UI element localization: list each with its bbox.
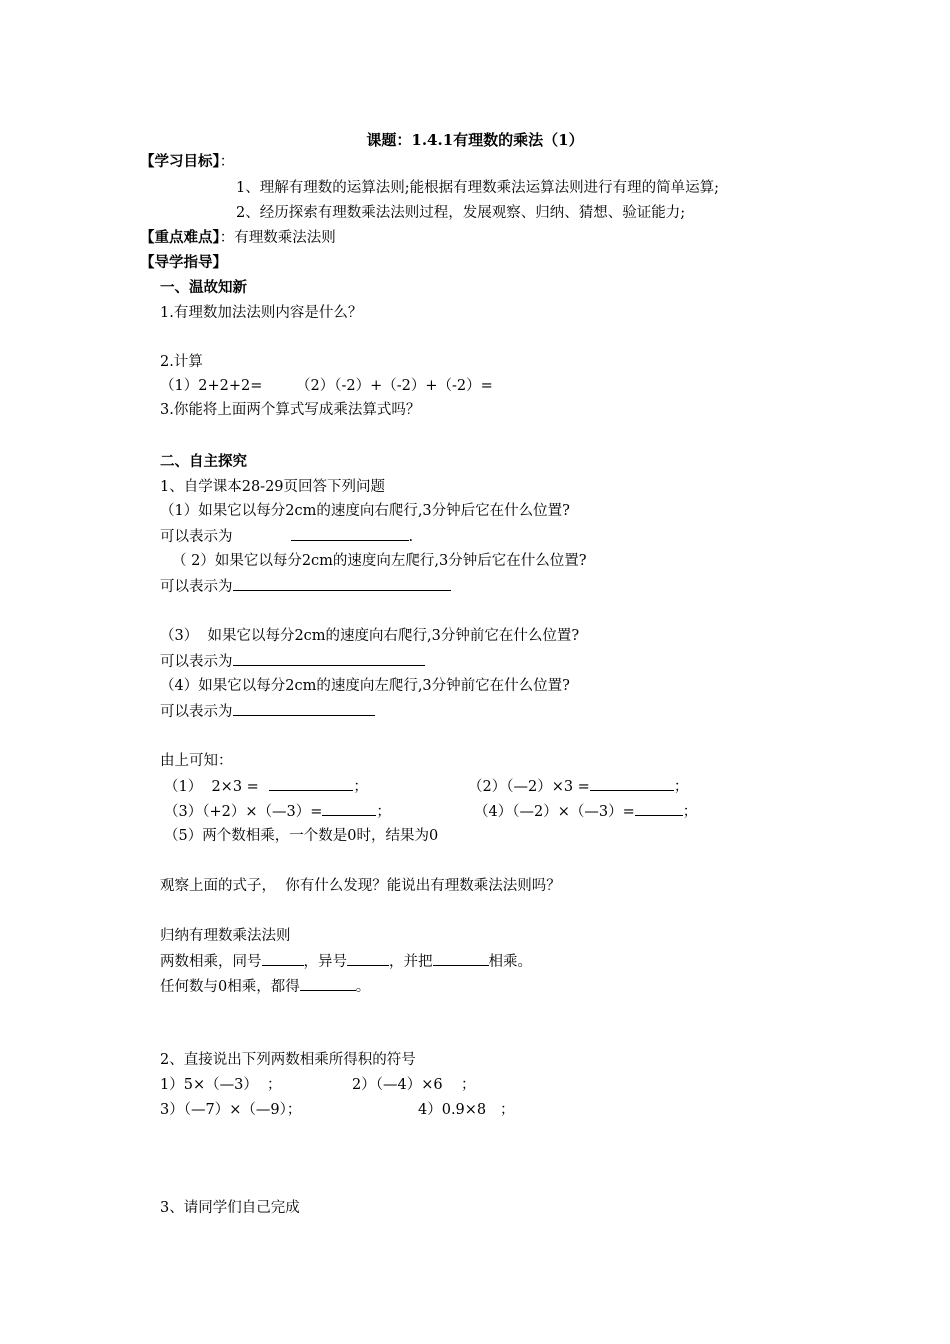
- explore-a2: [160, 576, 451, 597]
- rule-blank-diff-sign[interactable]: [347, 951, 389, 966]
- period: .: [408, 529, 414, 545]
- rule-line-1: 两数相乘，同号 ，异号 ，并把 相乘。: [160, 951, 532, 972]
- explore-intro: 1、自学课本28-29页回答下列问题: [160, 479, 386, 495]
- page-title: 课题：1.4.1有理数的乘法（1）: [366, 131, 584, 149]
- key-points-line: [140, 228, 336, 248]
- objectives-colon: ：: [219, 154, 235, 170]
- guide-heading: 【导学指导】: [140, 254, 227, 271]
- result-2: （2）（—2）×3 = ；: [468, 776, 688, 797]
- rule-blank-multiply[interactable]: [433, 951, 489, 966]
- result-4: （4）（—2）×（—3）= ；: [474, 801, 697, 822]
- sign-item-3: 3）（—7）×（—9）；: [160, 1102, 302, 1118]
- explore-q1: （1）如果它以每分2cm的速度向右爬行,3分钟后它在什么位置?: [160, 503, 570, 519]
- key-points-text: 有理数乘法法则: [234, 230, 336, 246]
- review-heading: 一、温故知新: [160, 279, 247, 296]
- result-5: （5）两个数相乘，一个数是0时，结果为0: [164, 828, 439, 844]
- result-blank-1[interactable]: [269, 776, 353, 791]
- answer-blank-2[interactable]: [233, 576, 451, 591]
- objective-item-1: 1、理解有理数的运算法则;能根据有理数乘法运算法则进行有理的简单运算;: [236, 180, 719, 196]
- sign-heading: 2、直接说出下列两数相乘所得积的符号: [160, 1052, 416, 1068]
- rule-blank-zero[interactable]: [300, 976, 356, 991]
- objective-item-2: 2、经历探索有理数乘法法则过程，发展观察、归纳、猜想、验证能力;: [236, 205, 686, 221]
- review-calc-a: （1）2+2+2=: [160, 378, 263, 394]
- result-3: （3）（+2）×（—3）= ；: [164, 801, 391, 822]
- can-express-label: 可以表示为: [160, 704, 233, 720]
- answer-blank-4[interactable]: [233, 701, 375, 716]
- can-express-label: 可以表示为: [160, 529, 233, 545]
- sign-item-1: 1）5×（—3） ；: [160, 1077, 282, 1093]
- answer-blank-1[interactable]: [291, 526, 409, 541]
- result-blank-2[interactable]: [590, 776, 674, 791]
- result-blank-4[interactable]: [635, 801, 683, 816]
- objectives-line: [140, 152, 234, 172]
- can-express-label: 可以表示为: [160, 579, 233, 595]
- from-above: 由上可知：: [160, 753, 233, 769]
- sign-item-4: 4）0.9×8 ；: [418, 1102, 515, 1118]
- explore-a4: [160, 701, 375, 722]
- rule-summary-title: 归纳有理数乘法法则: [160, 928, 291, 944]
- answer-blank-3[interactable]: [233, 651, 425, 666]
- review-q2: 2.计算: [160, 354, 203, 370]
- can-express-label: 可以表示为: [160, 654, 233, 670]
- objectives-heading: 【学习目标】: [140, 153, 220, 170]
- key-points-heading: 【重点难点】: [140, 229, 220, 246]
- review-q1: 1.有理数加法法则内容是什么？: [160, 305, 363, 321]
- sign-item-2: 2）（—4）×6 ；: [352, 1077, 476, 1093]
- result-1: （1） 2×3 = ；: [164, 776, 368, 797]
- review-calc-b: （2）（-2）+（-2）+（-2）=: [296, 378, 493, 394]
- explore-a1: [160, 526, 413, 547]
- observe-question: 观察上面的式子， 你有什么发现？能说出有理数乘法法则吗？: [160, 878, 561, 894]
- rule-blank-same-sign[interactable]: [262, 951, 304, 966]
- review-q3: 3.你能将上面两个算式写成乘法算式吗？: [160, 402, 421, 418]
- explore-a3: [160, 651, 425, 672]
- result-blank-3[interactable]: [322, 801, 376, 816]
- explore-q2: （ 2）如果它以每分2cm的速度向左爬行,3分钟后它在什么位置?: [172, 553, 587, 569]
- self-complete: 3、请同学们自己完成: [160, 1200, 300, 1216]
- explore-heading: 二、自主探究: [160, 453, 247, 470]
- rule-line-2: 任何数与0相乘，都得 。: [160, 976, 370, 997]
- key-points-colon: ：: [219, 230, 235, 246]
- explore-q3: （3） 如果它以每分2cm的速度向右爬行,3分钟前它在什么位置?: [160, 628, 580, 644]
- explore-q4: （4）如果它以每分2cm的速度向左爬行,3分钟前它在什么位置?: [160, 678, 570, 694]
